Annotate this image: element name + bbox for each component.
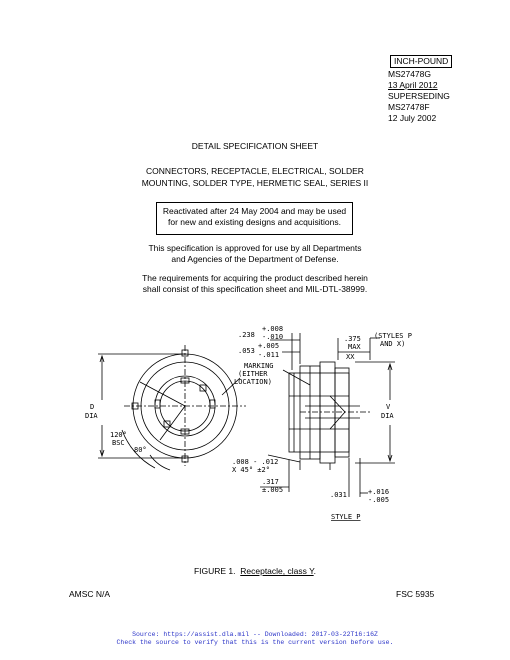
document-number: MS27478G xyxy=(388,69,431,79)
document-date: 13 April 2012 xyxy=(388,80,438,90)
marking-line-3: LOCATION) xyxy=(234,378,272,386)
figure-title: Receptacle, class Y xyxy=(240,566,314,576)
source-line-1: Source: https://assist.dla.mil -- Downloaded: 2017-03-22T16:16Z xyxy=(132,631,378,638)
side-view xyxy=(260,333,395,497)
requirements-line-1: The requirements for acquiring the product described herein xyxy=(142,273,368,283)
dim-v-label: V xyxy=(386,403,391,411)
superseding-label: SUPERSEDING xyxy=(388,91,450,101)
spec-title-line-1: CONNECTORS, RECEPTACLE, ELECTRICAL, SOLDER xyxy=(146,166,364,176)
requirements-line-2: shall consist of this specification sheet and MIL-DTL-38999. xyxy=(142,284,368,294)
figure-number: FIGURE 1. xyxy=(193,566,236,576)
tol-238-plus: +.008 xyxy=(262,325,284,333)
dim-375-max: MAX xyxy=(348,343,361,351)
reactivation-line-2: for new and existing designs and acquisitions. xyxy=(168,217,341,227)
dim-031: .031 xyxy=(330,491,347,499)
previous-document-date: 12 July 2002 xyxy=(388,113,437,123)
tol-317: ±.005 xyxy=(262,486,284,494)
dim-d-label: D xyxy=(90,403,95,411)
dim-053: .053 xyxy=(238,347,255,355)
chamfer-line-2: X 45° ±2° xyxy=(232,466,270,474)
amsc-label: AMSC N/A xyxy=(69,589,111,599)
source-line-2: Check the source to verify that this is the current version before use. xyxy=(116,639,394,646)
tol-031-plus: +.016 xyxy=(368,488,390,496)
marking-line-2: (EITHER xyxy=(238,370,268,378)
approval-line-1: This specification is approved for use by all Departments xyxy=(148,243,362,253)
styles-note-1: (STYLES P xyxy=(374,332,412,340)
styles-note-2: AND X) xyxy=(380,340,406,348)
fsc-label: FSC 5935 xyxy=(396,589,435,599)
tol-238-minus: -.010 xyxy=(262,333,284,341)
dim-v-dia: DIA xyxy=(381,412,394,420)
previous-document-number: MS27478F xyxy=(388,102,430,112)
style-p-label: STYLE P xyxy=(331,513,361,521)
angle-120: 120° xyxy=(110,431,127,439)
tol-031-minus: -.005 xyxy=(368,496,390,504)
tol-053-plus: +.005 xyxy=(258,342,280,350)
tol-053-minus: -.011 xyxy=(258,351,280,359)
front-view xyxy=(98,345,246,470)
angle-bsc: BSC xyxy=(112,439,125,447)
dim-d-dia: DIA xyxy=(85,412,98,420)
dim-xx: XX xyxy=(346,353,355,361)
reactivation-line-1: Reactivated after 24 May 2004 and may be used xyxy=(162,206,347,216)
dim-238: .238 xyxy=(238,331,255,339)
dim-375: .375 xyxy=(344,335,361,343)
marking-line-1: MARKING xyxy=(244,362,274,370)
angle-80: 80° xyxy=(134,446,147,454)
chamfer-line-1: .008 - .012 xyxy=(232,458,279,466)
sheet-title: DETAIL SPECIFICATION SHEET xyxy=(191,141,319,151)
figure-caption: FIGURE 1. Receptacle, class Y. xyxy=(193,566,317,576)
dim-317: .317 xyxy=(262,478,279,486)
inch-pound-label: INCH-POUND xyxy=(390,55,452,68)
spec-title-line-2: MOUNTING, SOLDER TYPE, HERMETIC SEAL, SERIES II xyxy=(141,178,369,188)
approval-line-2: and Agencies of the Department of Defense. xyxy=(171,254,339,264)
